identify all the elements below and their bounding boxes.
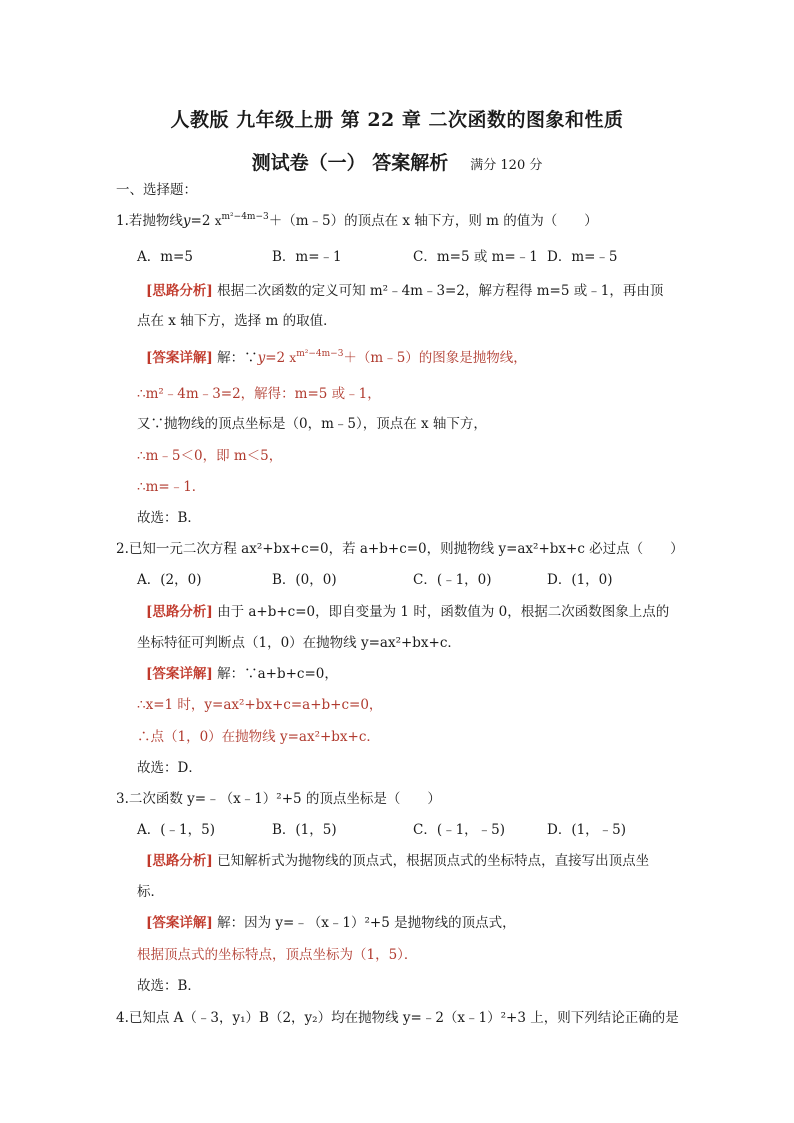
section-heading: 一、选择题： bbox=[116, 182, 197, 198]
question-2-stem: 2.已知一元二次方程 ax²+bx+c=0，若 a+b+c=0，则抛物线 y=ax²+bx+c 必过点（ ） bbox=[116, 541, 684, 557]
question-3-stem: 3.二次函数 y=﹣（x﹣1）²+5 的顶点坐标是（ ） bbox=[116, 791, 441, 807]
document-subtitle bbox=[0, 148, 794, 175]
question-1-detail-3: 又∵抛物线的顶点坐标是（0，m﹣5），顶点在 x 轴下方， bbox=[137, 416, 487, 432]
question-1-analysis: [思路分析] 根据二次函数的定义可知 m²﹣4m﹣3=2，解方程得 m=5 或﹣1，再由顶 bbox=[146, 283, 664, 299]
question-1-option-a: A．m=5 bbox=[137, 249, 193, 265]
question-2-detail-3: ∴点（1，0）在抛物线 y=ax²+bx+c． bbox=[137, 729, 380, 745]
document-title: 人教版 九年级上册 第 22 章 二次函数的图象和性质 bbox=[170, 109, 624, 131]
question-3-option-b: B．(1，5) bbox=[272, 822, 337, 838]
question-2-option-b: B．(0，0) bbox=[272, 572, 337, 588]
question-2-option-a: A．(2，0) bbox=[137, 572, 202, 588]
question-3-option-c: C．(﹣1，﹣5) bbox=[413, 822, 506, 838]
question-1-option-c: C．m=5 或 m=﹣1 bbox=[413, 249, 538, 265]
question-2-analysis-cont: 坐标特征可判断点（1，0）在抛物线 y=ax²+bx+c． bbox=[137, 635, 461, 651]
question-2-option-c: C．(﹣1，0) bbox=[413, 572, 492, 588]
question-1-detail: [答案详解] 解：∵y=2 $x^{m^2-4m-3}+(m﹣5)$的图象是抛物线， bbox=[146, 349, 527, 366]
question-2-detail: [答案详解] 解：∵a+b+c=0， bbox=[146, 666, 338, 682]
question-1-detail-2: ∴m²﹣4m﹣3=2，解得：m=5 或﹣1， bbox=[137, 386, 381, 402]
question-2-answer: 故选：D． bbox=[137, 760, 202, 776]
question-4-stem: 4.已知点 A（﹣3，y₁）B（2，y₂）均在抛物线 y=﹣2（x﹣1）²+3 上，则下列结论正确的是 bbox=[116, 1010, 679, 1026]
question-1-detail-4: ∴m﹣5＜0，即 m＜5， bbox=[137, 448, 283, 464]
question-3-analysis: [思路分析] 已知解析式为抛物线的顶点式，根据顶点式的坐标特点，直接写出顶点坐 bbox=[146, 853, 650, 869]
question-1-option-b: B．m=﹣1 bbox=[272, 249, 342, 265]
question-3-analysis-cont: 标． bbox=[137, 884, 164, 900]
question-3-answer: 故选：B． bbox=[137, 978, 201, 994]
question-2-option-d: D．(1，0) bbox=[547, 572, 613, 588]
question-1-answer: 故选：B． bbox=[137, 510, 201, 526]
question-1-option-d: D．m=﹣5 bbox=[547, 249, 618, 265]
question-1-analysis-cont: 点在 x 轴下方，选择 m 的取值． bbox=[137, 313, 337, 329]
score-note: 满分 120 分 bbox=[470, 158, 543, 173]
subtitle-text: 测试卷（一） 答案解析 bbox=[251, 152, 449, 174]
question-1-stem: 1.若抛物线y=2 $x^{m^2-4m-3}+(m﹣5)$的顶点在 x 轴下方，则 m 的值为（ ） bbox=[116, 212, 598, 229]
question-3-detail-2: 根据顶点式的坐标特点，顶点坐标为（1，5）． bbox=[137, 947, 418, 963]
question-3-detail: [答案详解] 解：因为 y=﹣（x﹣1）²+5 是抛物线的顶点式， bbox=[146, 915, 516, 931]
question-1-detail-5: ∴m=﹣1． bbox=[137, 479, 206, 495]
question-3-option-d: D．(1，﹣5) bbox=[547, 822, 627, 838]
question-2-detail-2: ∴x=1 时，y=ax²+bx+c=a+b+c=0， bbox=[137, 697, 383, 713]
question-2-analysis: [思路分析] 由于 a+b+c=0，即自变量为 1 时，函数值为 0，根据二次函数图象上点的 bbox=[146, 604, 670, 620]
question-3-option-a: A．(﹣1，5) bbox=[137, 822, 215, 838]
